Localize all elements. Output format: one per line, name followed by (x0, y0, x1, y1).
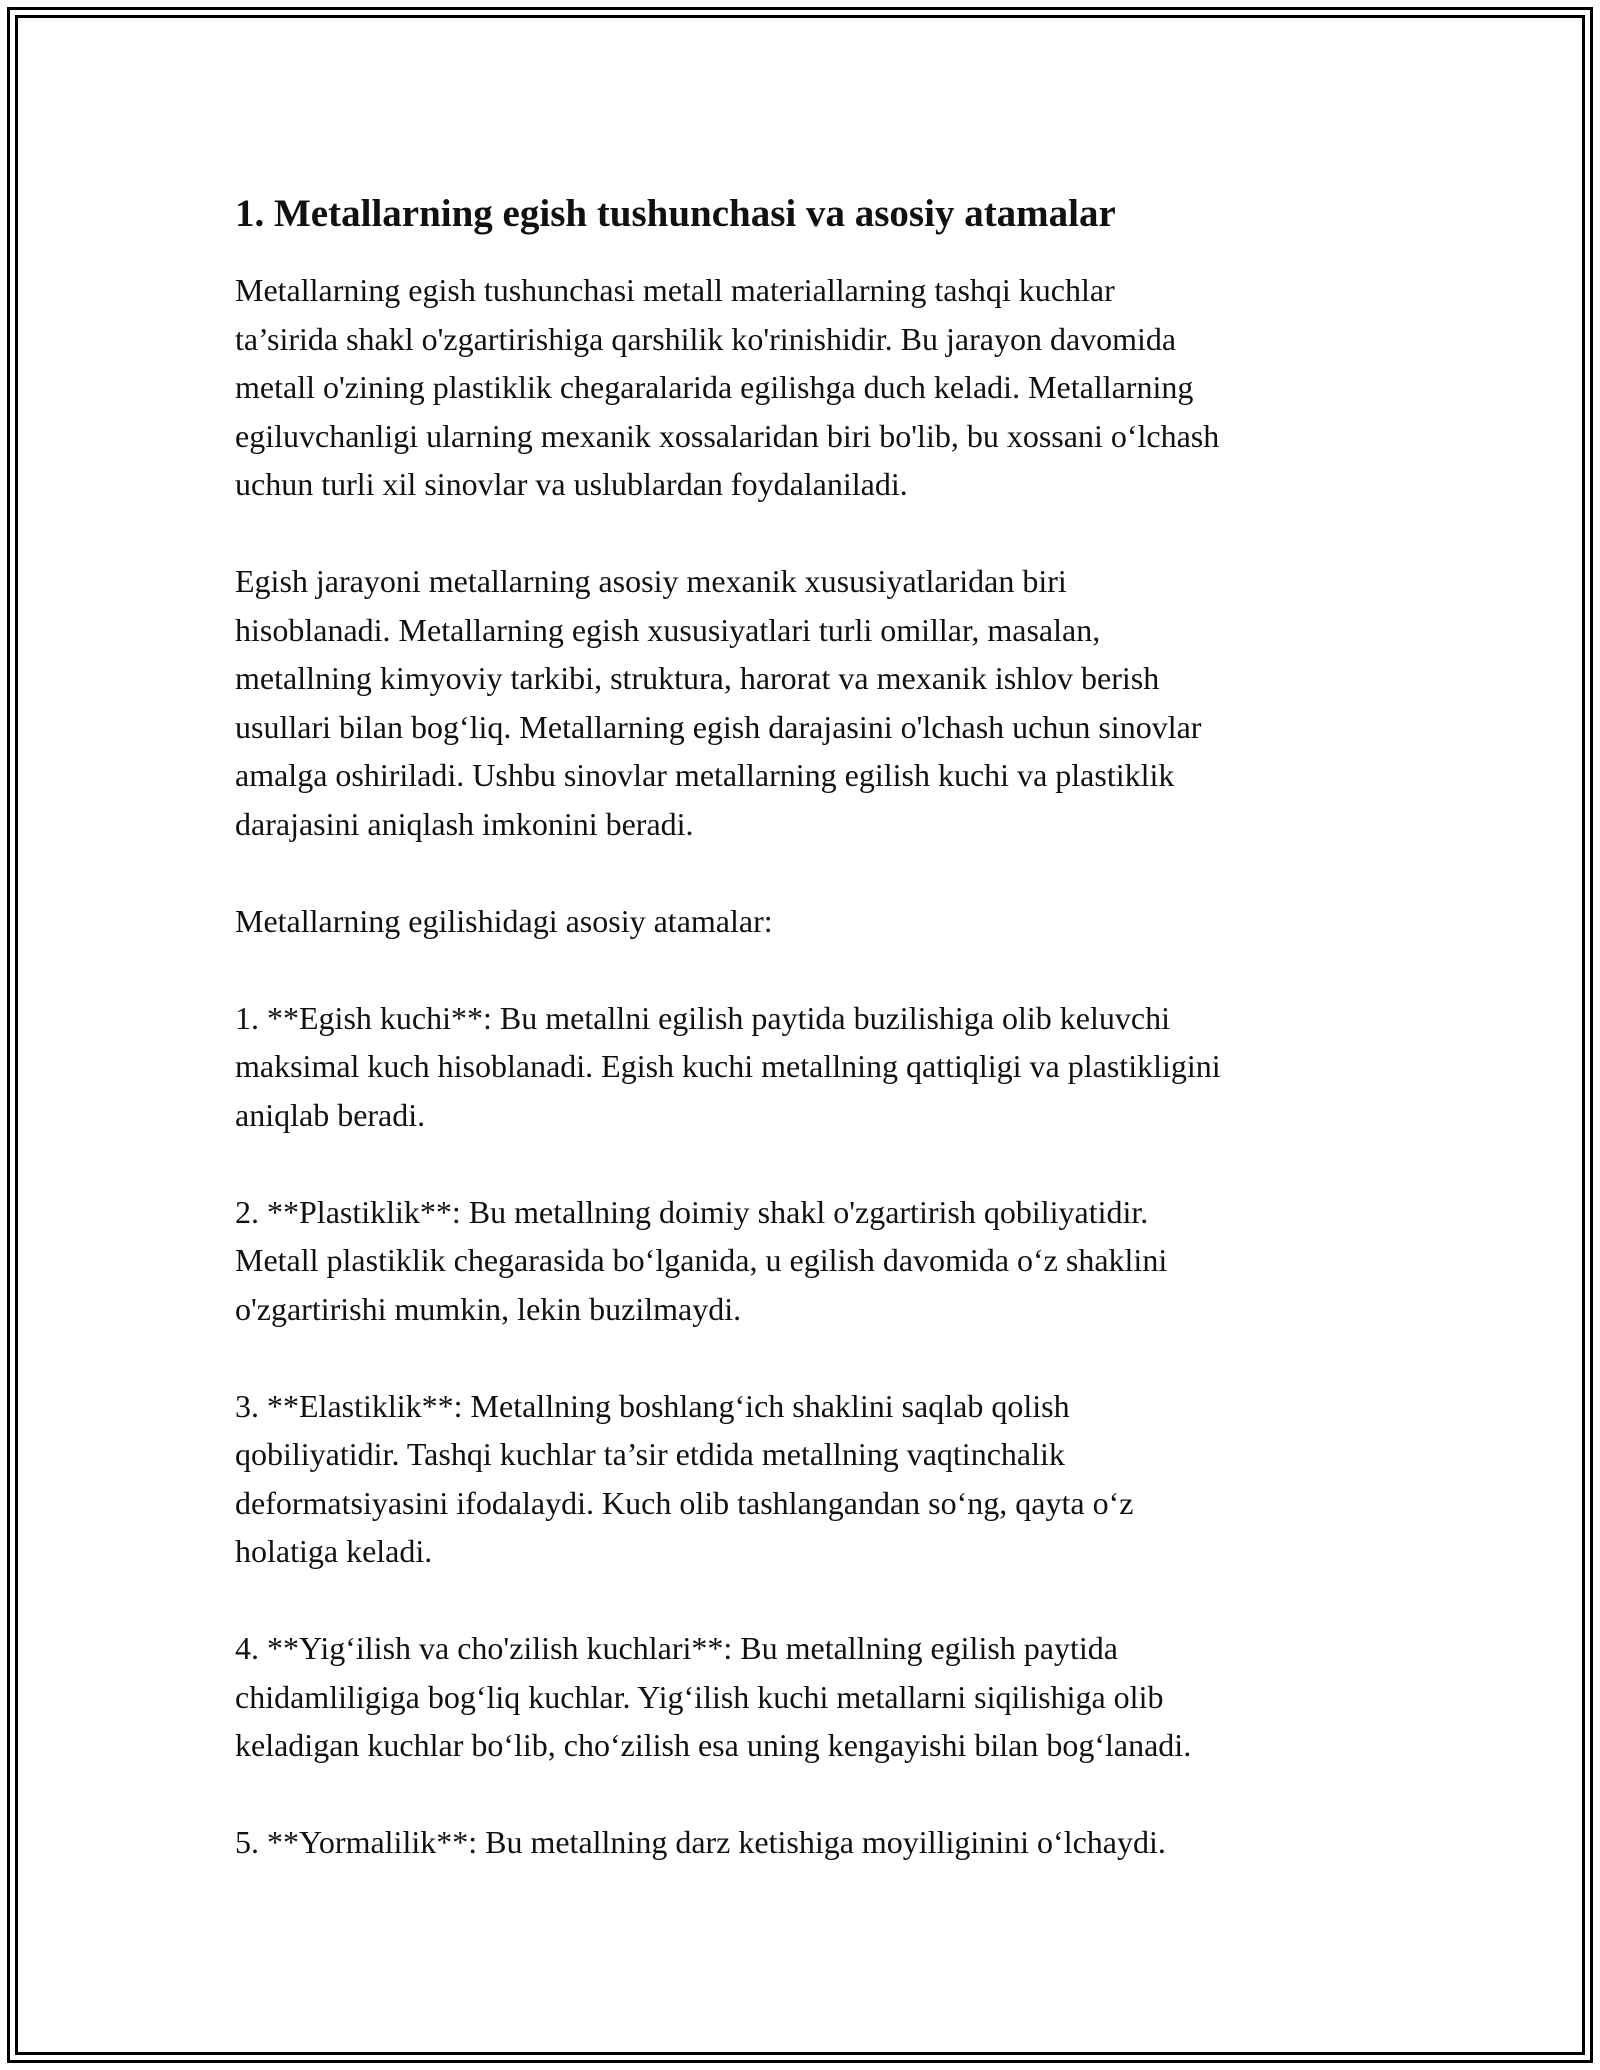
text-line: metall o'zining plastiklik chegaralarida egilishga duch keladi. Metallarning (235, 369, 1194, 405)
text-line: metallning kimyoviy tarkibi, struktura, harorat va mexanik ishlov berish (235, 660, 1160, 696)
text-line: Metall plastiklik chegarasida bo‘lganida, u egilish davomida o‘z shaklini (235, 1242, 1168, 1278)
text-line: Metallarning egilishidagi asosiy atamalar: (235, 902, 773, 939)
text-line: maksimal kuch hisoblanadi. Egish kuchi metallning qattiqligi va plastikligini (235, 1048, 1221, 1084)
paragraph (235, 1624, 1385, 1770)
text-line: o'zgartirishi mumkin, lekin buzilmaydi. (235, 1290, 742, 1327)
text-line: hisoblanadi. Metallarning egish xususiyatlari turli omillar, masalan, (235, 611, 1101, 648)
paragraph-list (235, 266, 1385, 1867)
paragraph (235, 1818, 1385, 1867)
paragraph (235, 266, 1385, 509)
text-line: 5. **Yormalilik**: Bu metallning darz ketishiga moyilliginini o‘lchaydi. (235, 1824, 1166, 1860)
text-line: qobiliyatidir. Tashqi kuchlar ta’sir etdida metallning vaqtinchalik (235, 1436, 1065, 1472)
text-line: Metallarning egish tushunchasi metall materiallarning tashqi kuchlar (235, 272, 1115, 308)
text-line: 2. **Plastiklik**: Bu metallning doimiy shakl o'zgartirish qobiliyatidir. (235, 1193, 1149, 1230)
section-heading: 1. Metallarning egish tushunchasi va asosiy atamalar (235, 192, 1116, 235)
text-line: 3. **Elastiklik**: Metallning boshlang‘ich shaklini saqlab qolish (235, 1387, 1070, 1424)
text-line: Egish jarayoni metallarning asosiy mexanik xususiyatlaridan biri (235, 563, 1067, 599)
text-line: chidamliligiga bog‘liq kuchlar. Yig‘ilish kuchi metallarni siqilishiga olib (235, 1678, 1164, 1715)
text-line: 1. **Egish kuchi**: Bu metallni egilish paytida buzilishiga olib keluvchi (235, 999, 1170, 1036)
text-line: aniqlab beradi. (235, 1096, 426, 1133)
text-line: amalga oshiriladi. Ushbu sinovlar metallarning egilish kuchi va plastiklik (235, 757, 1175, 793)
paragraph (235, 1188, 1385, 1334)
text-line: usullari bilan bog‘liq. Metallarning egish darajasini o'lchash uchun sinovlar (235, 708, 1202, 745)
text-line: holatiga keladi. (235, 1533, 433, 1569)
text-line: darajasini aniqlash imkonini beradi. (235, 805, 694, 842)
paragraph (235, 557, 1385, 848)
text-line: 4. **Yig‘ilish va cho'zilish kuchlari**: Bu metallning egilish paytida (235, 1630, 1118, 1666)
paragraph (235, 994, 1385, 1140)
document-body (235, 186, 1385, 1915)
paragraph (235, 897, 1385, 946)
text-line: uchun turli xil sinovlar va uslublardan foydalaniladi. (235, 466, 908, 502)
text-line: egiluvchanligi ularning mexanik xossalaridan biri bo'lib, bu xossani o‘lchash (235, 417, 1220, 454)
text-line: keladigan kuchlar bo‘lib, cho‘zilish esa uning kengayishi bilan bog‘lanadi. (235, 1727, 1192, 1763)
text-line: deformatsiyasini ifodalaydi. Kuch olib tashlangandan so‘ng, qayta o‘z (235, 1484, 1134, 1521)
paragraph (235, 1382, 1385, 1576)
text-line: ta’sirida shakl o'zgartirishiga qarshilik ko'rinishidir. Bu jarayon davomida (235, 320, 1177, 357)
